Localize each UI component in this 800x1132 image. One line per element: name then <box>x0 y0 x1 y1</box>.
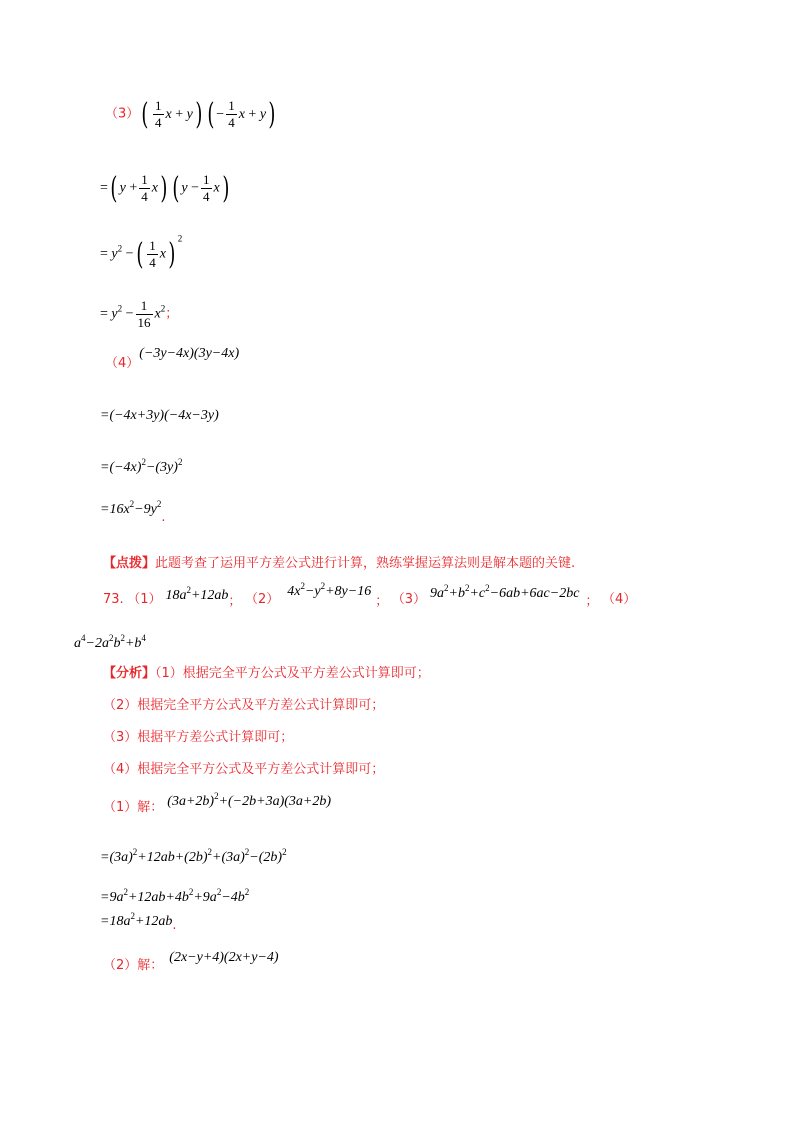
part3-line3: = $y^2$ −( $\frac{1}{4}$ x) $^2$ <box>100 233 183 272</box>
part3-line4: = $y^2$ − $\frac{1}{16}$ $x^2$； <box>100 298 179 330</box>
q73-number: 73. <box>103 592 124 607</box>
analysis-line3: （3）根据平方差公式计算即可； <box>103 730 294 745</box>
tip-text: 此题考查了运用平方差公式进行计算，熟练掌握运算法则是解本题的关键. <box>155 556 576 571</box>
analysis-line2: （2）根据完全平方公式及平方差公式计算即可； <box>103 698 385 713</box>
sol1-line3: $=9a^2+12ab+4b^2+9a^2-4b^2$ <box>100 887 250 905</box>
part3-label: （3） <box>105 106 140 122</box>
part3-line1 <box>105 98 278 131</box>
sol1-label: （1）解： <box>103 800 164 815</box>
part3-expr: ( $\frac{1}{4}$ x + y) ( − $\frac{1}{4}$ x + y) <box>141 96 276 132</box>
part4-line1: （4）(−3y−4x)(3y−4x) <box>105 346 240 371</box>
part4-line2: =(−4x+3y)(−4x−3y) <box>100 408 219 423</box>
analysis-line4: （4）根据完全平方公式及平方差公式计算即可； <box>103 762 385 777</box>
sol1-line1: （1）解： $(3a+2b)^2+(-2b+3a)(3a+2b)$ <box>103 791 331 815</box>
analysis-tag: 【分析】 <box>103 666 156 681</box>
q73-line: 73. （1） $18a^2+12ab$； $(2)4x^2-y^2+8y-16$； （3） $9a^2+b^2+c^2-6ab+6ac-2bc$； （4） <box>103 581 637 609</box>
sol2-label: （2）解： <box>103 958 164 973</box>
sol2-line1: （2）解：(2x−y+4)(2x+y−4) <box>103 950 279 973</box>
part4-line3: $=(-4x)^2-(3y)^2$ <box>100 457 183 475</box>
tip-tag: 【点拨】 <box>103 556 156 571</box>
sol1-line2: $=(3a)^2+12ab+(2b)^2+(3a)^2-(2b)^2$ <box>100 847 287 865</box>
analysis-line1: 【分析】（1）根据完全平方公式及平方差公式计算即可； <box>103 666 430 681</box>
tip-line <box>103 554 575 574</box>
part4-label: （4） <box>105 356 140 371</box>
sol1-line4: $=18a^2+12ab$. <box>100 911 177 933</box>
q73-part4-answer: $a^4-2a^2b^2+b^4$ <box>74 633 146 651</box>
part3-line2: =( y + $\frac{1}{4}$ x) ( y − $\frac{1}{4}$ x) <box>100 170 230 206</box>
part4-line4: $=16x^2-9y^2$. <box>100 499 166 525</box>
